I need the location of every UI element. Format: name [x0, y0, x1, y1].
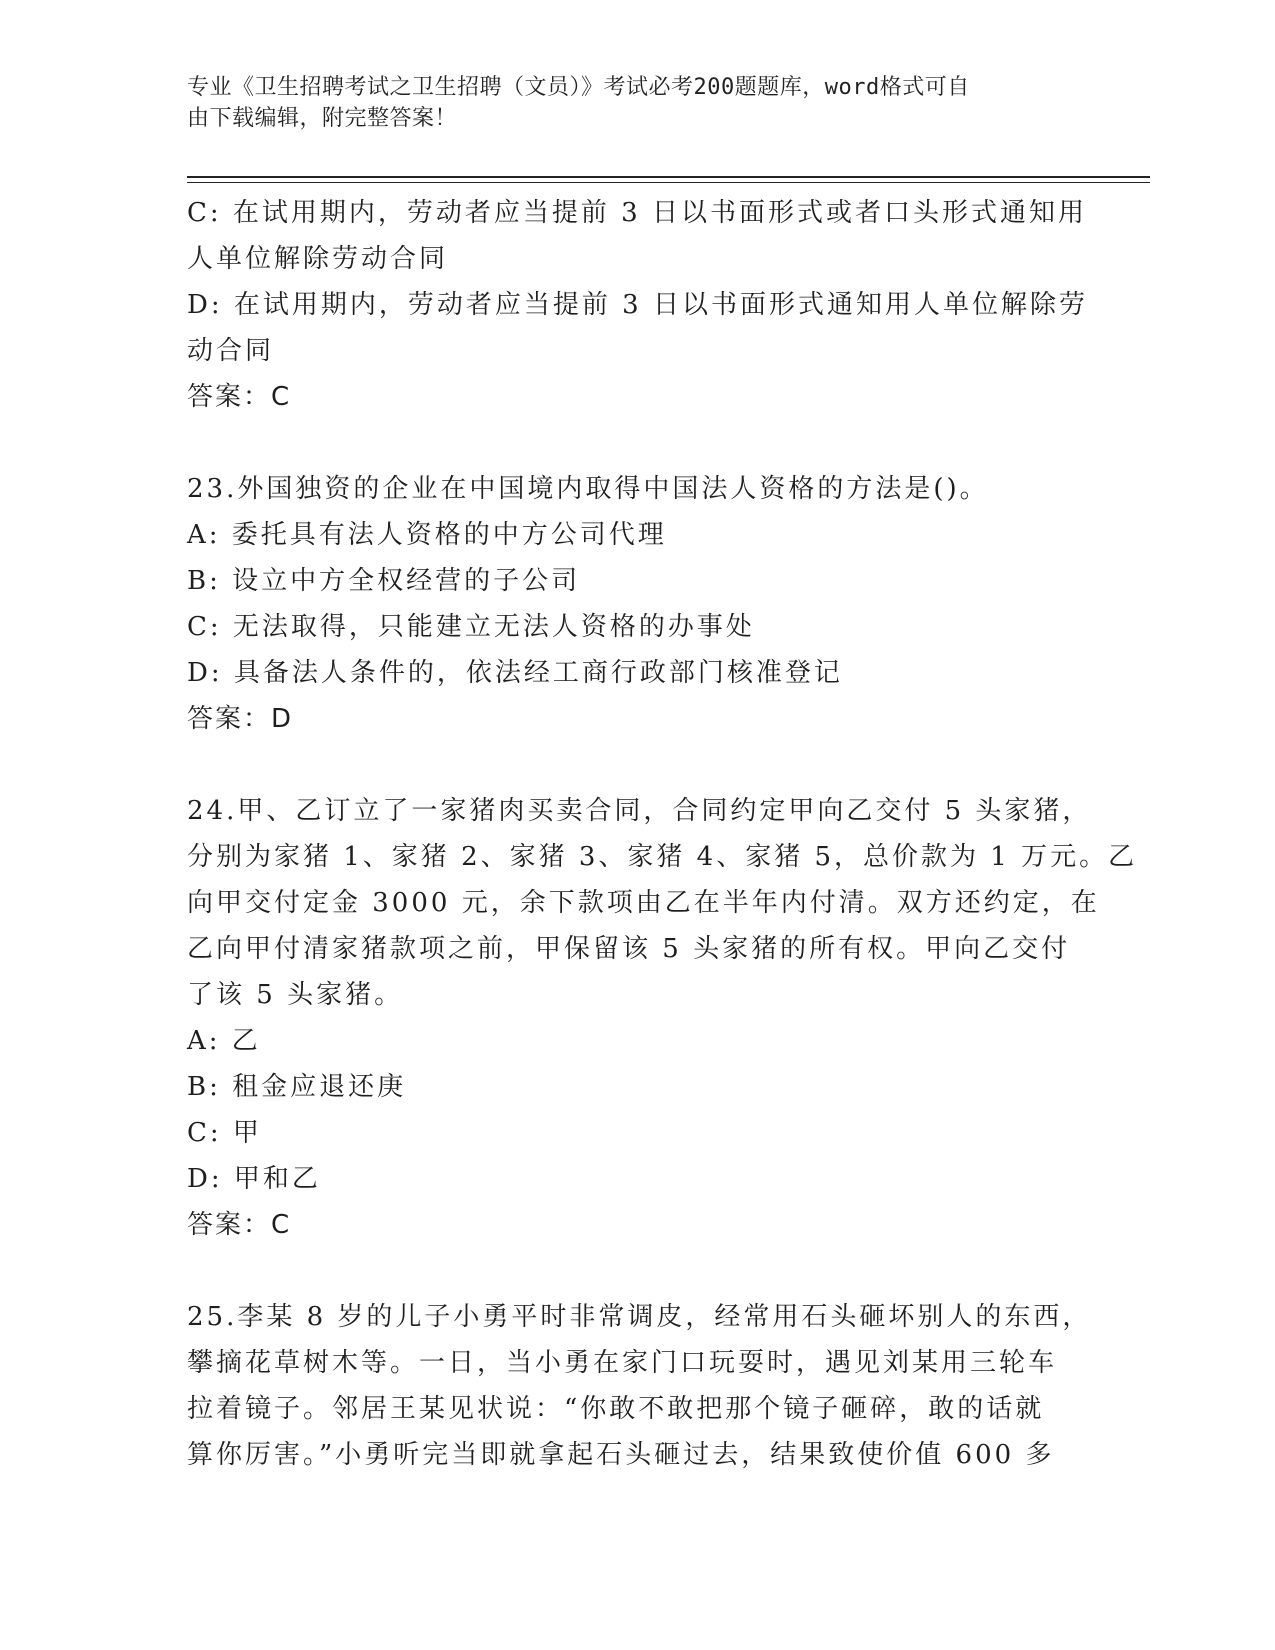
answer-line: 答案：D	[187, 704, 294, 734]
question-23	[187, 466, 1087, 742]
option-d-line-1: D: 在试用期内，劳动者应当提前 3 日以书面形式通知用人单位解除劳	[187, 290, 1088, 320]
header-line-2: 由下载编辑，附完整答案！	[187, 106, 458, 131]
option-d-line-2: 动合同	[187, 336, 275, 366]
question-stem-line-2: 分别为家猪 1、家猪 2、家猪 3、家猪 4、家猪 5，总价款为 1 万元。乙	[187, 842, 1138, 872]
answer-line: 答案：C	[187, 1210, 292, 1240]
option-c-line-2: 人单位解除劳动合同	[187, 244, 449, 274]
option-a: A: 乙	[187, 1026, 261, 1056]
question-stem-line-4: 算你厉害。”小勇听完当即就拿起石头砸过去，结果致使价值 600 多	[187, 1440, 1055, 1470]
header-line-1: 专业《卫生招聘考试之卫生招聘（文员）》考试必考200题题库，word格式可自	[187, 75, 970, 100]
previous-question-tail	[187, 190, 1087, 420]
option-d: D: 具备法人条件的，依法经工商行政部门核准登记	[187, 658, 843, 688]
option-c-line-1: C: 在试用期内，劳动者应当提前 3 日以书面形式或者口头形式通知用	[187, 198, 1087, 228]
question-25	[187, 1294, 1092, 1478]
option-c: C: 甲	[187, 1118, 262, 1148]
answer-line: 答案：C	[187, 382, 292, 412]
header-rule-thin	[187, 182, 1150, 183]
question-stem-line-5: 了该 5 头家猪。	[187, 980, 404, 1010]
question-stem-line-4: 乙向甲付清家猪款项之前，甲保留该 5 头家猪的所有权。甲向乙交付	[187, 934, 1071, 964]
document-body	[187, 190, 1138, 1478]
question-stem-line-3: 拉着镜子。邻居王某见状说：“你敢不敢把那个镜子砸碎，敢的话就	[187, 1394, 1045, 1424]
option-b: B: 租金应退还庚	[187, 1072, 407, 1102]
question-stem-line-2: 攀摘花草树木等。一日，当小勇在家门口玩耍时，遇见刘某用三轮车	[187, 1348, 1058, 1378]
question-stem: 23.外国独资的企业在中国境内取得中国法人资格的方法是()。	[187, 474, 989, 504]
question-stem-line-1: 24.甲、乙订立了一家猪肉买卖合同，合同约定甲向乙交付 5 头家猪，	[187, 796, 1092, 826]
question-stem-line-3: 向甲交付定金 3000 元，余下款项由乙在半年内付清。双方还约定，在	[187, 888, 1100, 918]
question-24	[187, 788, 1138, 1248]
header-rule-thick	[187, 176, 1150, 178]
document-header	[187, 72, 1067, 134]
option-c: C: 无法取得，只能建立无法人资格的办事处	[187, 612, 755, 642]
option-d: D: 甲和乙	[187, 1164, 321, 1194]
option-a: A: 委托具有法人资格的中方公司代理	[187, 520, 667, 550]
option-b: B: 设立中方全权经营的子公司	[187, 566, 581, 596]
question-stem-line-1: 25.李某 8 岁的儿子小勇平时非常调皮，经常用石头砸坏别人的东西，	[187, 1302, 1092, 1332]
